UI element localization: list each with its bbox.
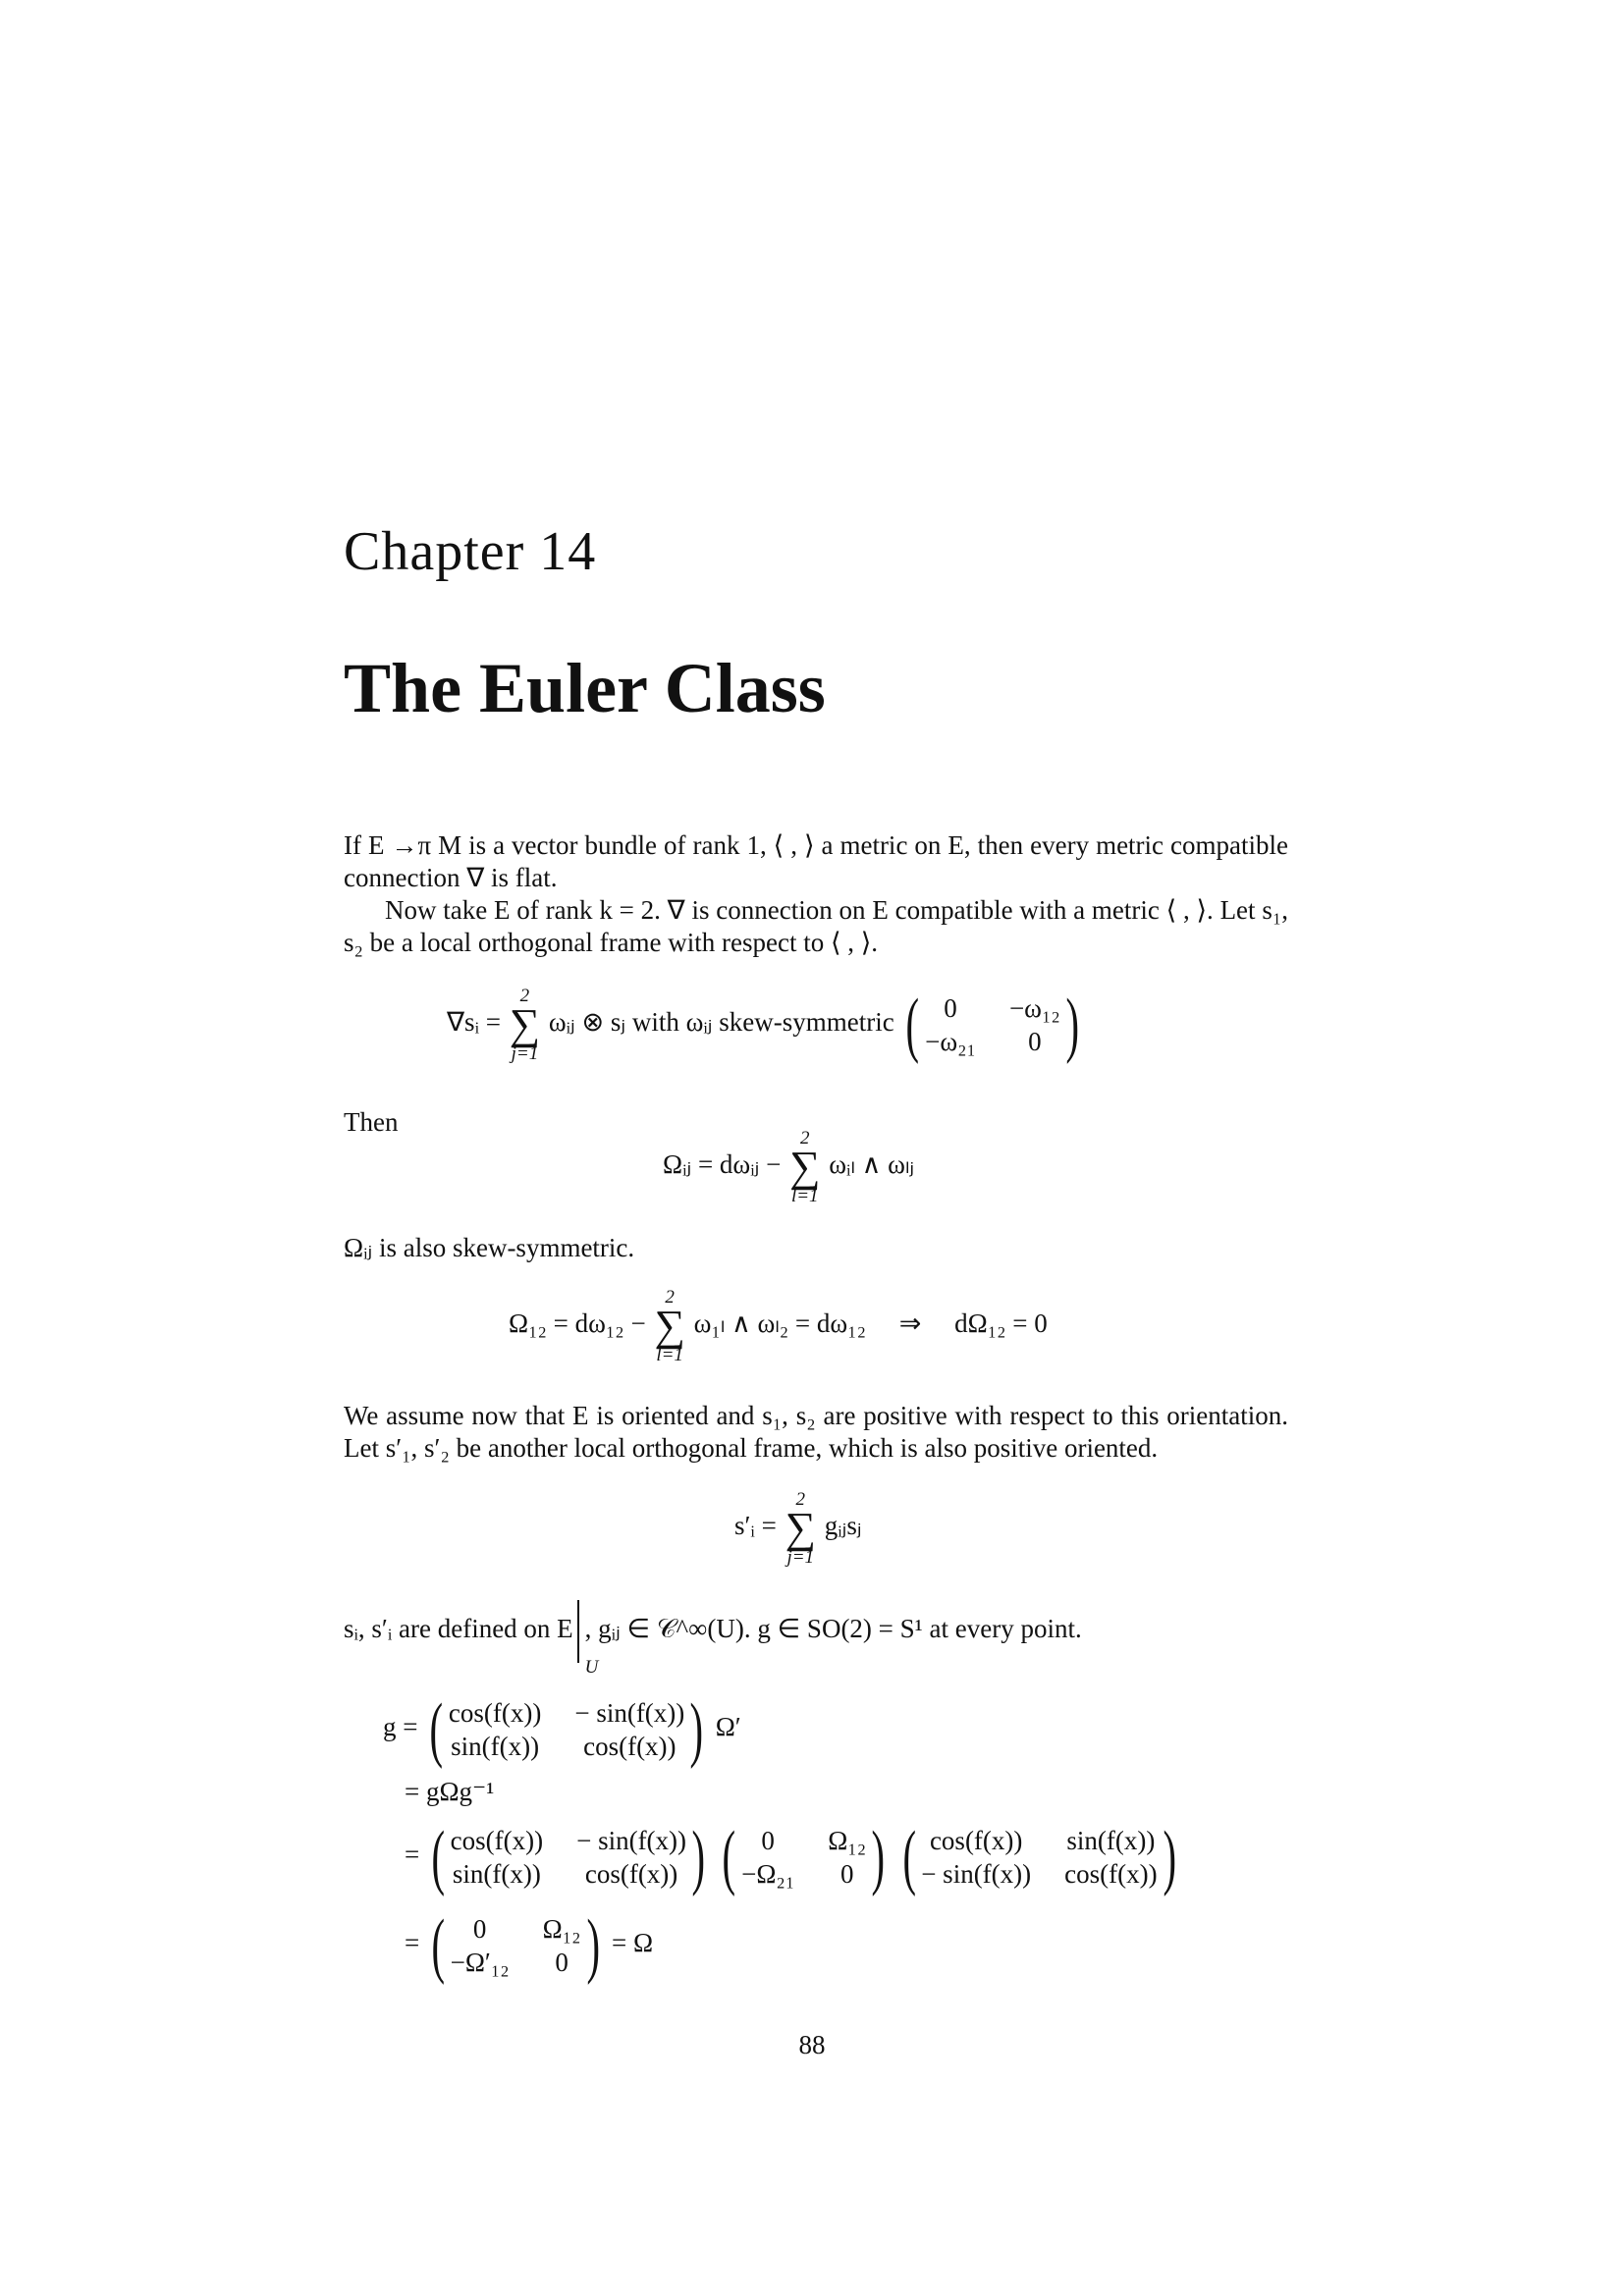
omega-matrix: ( 0 −ω₁₂ −ω₂₁ 0 )	[906, 985, 1079, 1065]
matrix-cell: cos(f(x))	[583, 1732, 677, 1761]
equation-conjugation: = gΩg⁻¹	[405, 1777, 495, 1806]
sum-lower-limit: l=1	[656, 1345, 683, 1365]
sum-symbol	[785, 1490, 816, 1567]
equation-g	[383, 1689, 741, 1770]
eq2-lhs: Ωᵢⱼ = dωᵢⱼ −	[663, 1149, 782, 1180]
matrix-cell: − sin(f(x))	[576, 1826, 687, 1855]
matrix-cell: sin(f(x))	[451, 1732, 540, 1761]
eq1-rhs: ωᵢⱼ ⊗ sⱼ with ωᵢⱼ skew-symmetric	[548, 1007, 894, 1038]
matrix-cell: − sin(f(x))	[574, 1698, 685, 1728]
sigma-icon: ∑	[509, 1000, 541, 1048]
matrix-cell: − sin(f(x))	[921, 1859, 1032, 1889]
restriction-subscript: U	[584, 1657, 599, 1678]
matrix-cell: Ω₁₂	[542, 1914, 581, 1944]
sum-upper-limit: 2	[519, 986, 530, 1006]
inverse-rotation-matrix: ( cos(f(x)) sin(f(x)) − sin(f(x)) cos(f(x)) )	[902, 1817, 1176, 1897]
equation-frame-change	[734, 1490, 862, 1567]
eq3-lhs: Ω₁₂ = dω₁₂ −	[509, 1308, 646, 1339]
sum-symbol	[654, 1288, 684, 1364]
matrix-cell: −ω₁₂	[1008, 993, 1060, 1023]
matrix-cell: 0	[761, 1826, 775, 1855]
matrix-cell: cos(f(x))	[929, 1826, 1023, 1855]
sum-upper-limit: 2	[800, 1128, 810, 1148]
sum-symbol	[510, 987, 540, 1063]
chapter-title: The Euler Class	[344, 649, 826, 727]
matrix-cell: sin(f(x))	[1066, 1826, 1156, 1855]
page-number: 88	[798, 2030, 826, 2059]
matrix-cell: Ω₁₂	[828, 1826, 867, 1855]
matrix-cell: cos(f(x))	[584, 1859, 678, 1889]
matrix-cell: 0	[555, 1948, 568, 1977]
rotation-matrix: ( cos(f(x)) − sin(f(x)) sin(f(x)) cos(f(x)) )	[431, 1817, 706, 1897]
paragraph-restriction	[344, 1600, 1082, 1678]
matrix-cell: cos(f(x))	[1064, 1859, 1158, 1889]
sum-lower-limit: j=1	[786, 1547, 815, 1568]
equation-product	[405, 1817, 1181, 1897]
paragraph-oriented: We assume now that E is oriented and s₁, s₂ are positive with respect to this orientation. Let s′₁, s′₂ be another local orthogonal frame, which is also positive oriented.	[344, 1401, 1288, 1463]
line4-equals: =	[405, 1928, 420, 1958]
matrix-cell: 0	[944, 993, 957, 1023]
sum-symbol	[789, 1129, 820, 1205]
curvature-matrix: ( 0 Ω₁₂ −Ω₂₁ 0 )	[723, 1817, 886, 1897]
eq4-lhs: s′ᵢ =	[734, 1511, 777, 1541]
matrix-cell: cos(f(x))	[448, 1698, 542, 1728]
eq4-rhs: gᵢⱼsⱼ	[824, 1511, 862, 1541]
eq3-rhs: ω₁ₗ ∧ ωₗ₂ = dω₁₂ ⇒ dΩ₁₂ = 0	[693, 1308, 1048, 1339]
then-label: Then	[344, 1107, 399, 1137]
sum-upper-limit: 2	[665, 1287, 675, 1308]
sigma-icon: ∑	[789, 1143, 821, 1191]
matrix-cell: sin(f(x))	[452, 1859, 541, 1889]
equation-curvature	[663, 1129, 914, 1205]
sigma-icon: ∑	[654, 1302, 685, 1350]
equation-result	[405, 1905, 654, 1986]
matrix-cell: −Ω′₁₂	[450, 1948, 510, 1977]
g-lhs: g =	[383, 1712, 418, 1742]
matrix-cell: −ω₂₁	[925, 1027, 976, 1056]
line3-equals: =	[405, 1840, 420, 1870]
sum-upper-limit: 2	[795, 1489, 805, 1510]
restriction-after: , gᵢⱼ ∈ 𝒞^∞(U). g ∈ SO(2) = S¹ at every point.	[584, 1614, 1082, 1644]
paragraph-skew: Ωᵢⱼ is also skew-symmetric.	[344, 1233, 635, 1262]
restriction-bar	[577, 1600, 599, 1678]
equation-connection	[447, 987, 1084, 1063]
chapter-label: Chapter 14	[344, 521, 597, 582]
line4-after: = Ω	[611, 1928, 654, 1958]
matrix-cell: 0	[1028, 1027, 1042, 1056]
rotation-matrix: ( cos(f(x)) − sin(f(x)) sin(f(x)) cos(f(x)) )	[429, 1689, 704, 1770]
eq1-lhs: ∇sᵢ =	[447, 1007, 501, 1038]
matrix-cell: −Ω₂₁	[741, 1859, 795, 1889]
sum-lower-limit: l=1	[790, 1186, 819, 1206]
sigma-icon: ∑	[785, 1504, 816, 1552]
eq2-rhs: ωᵢₗ ∧ ωₗⱼ	[829, 1149, 915, 1180]
matrix-cell: 0	[839, 1859, 854, 1889]
restriction-before: sᵢ, s′ᵢ are defined on E	[344, 1614, 573, 1644]
matrix-cell: 0	[472, 1914, 487, 1944]
matrix-cell: cos(f(x))	[450, 1826, 544, 1855]
sum-lower-limit: j=1	[511, 1043, 539, 1064]
g-after: Ω′	[715, 1712, 741, 1742]
equation-omega12	[509, 1288, 1048, 1364]
paragraph-intro: If E →π M is a vector bundle of rank 1, ⟨ , ⟩ a metric on E, then every metric compatible connection ∇ is flat.	[344, 830, 1288, 892]
paragraph-rank-two: Now take E of rank k = 2. ∇ is connection on E compatible with a metric ⟨ , ⟩. Let s₁, s₂ be a local orthogonal frame with respect to ⟨ , ⟩.	[344, 895, 1288, 957]
result-matrix: ( 0 Ω₁₂ −Ω′₁₂ 0 )	[431, 1905, 600, 1986]
